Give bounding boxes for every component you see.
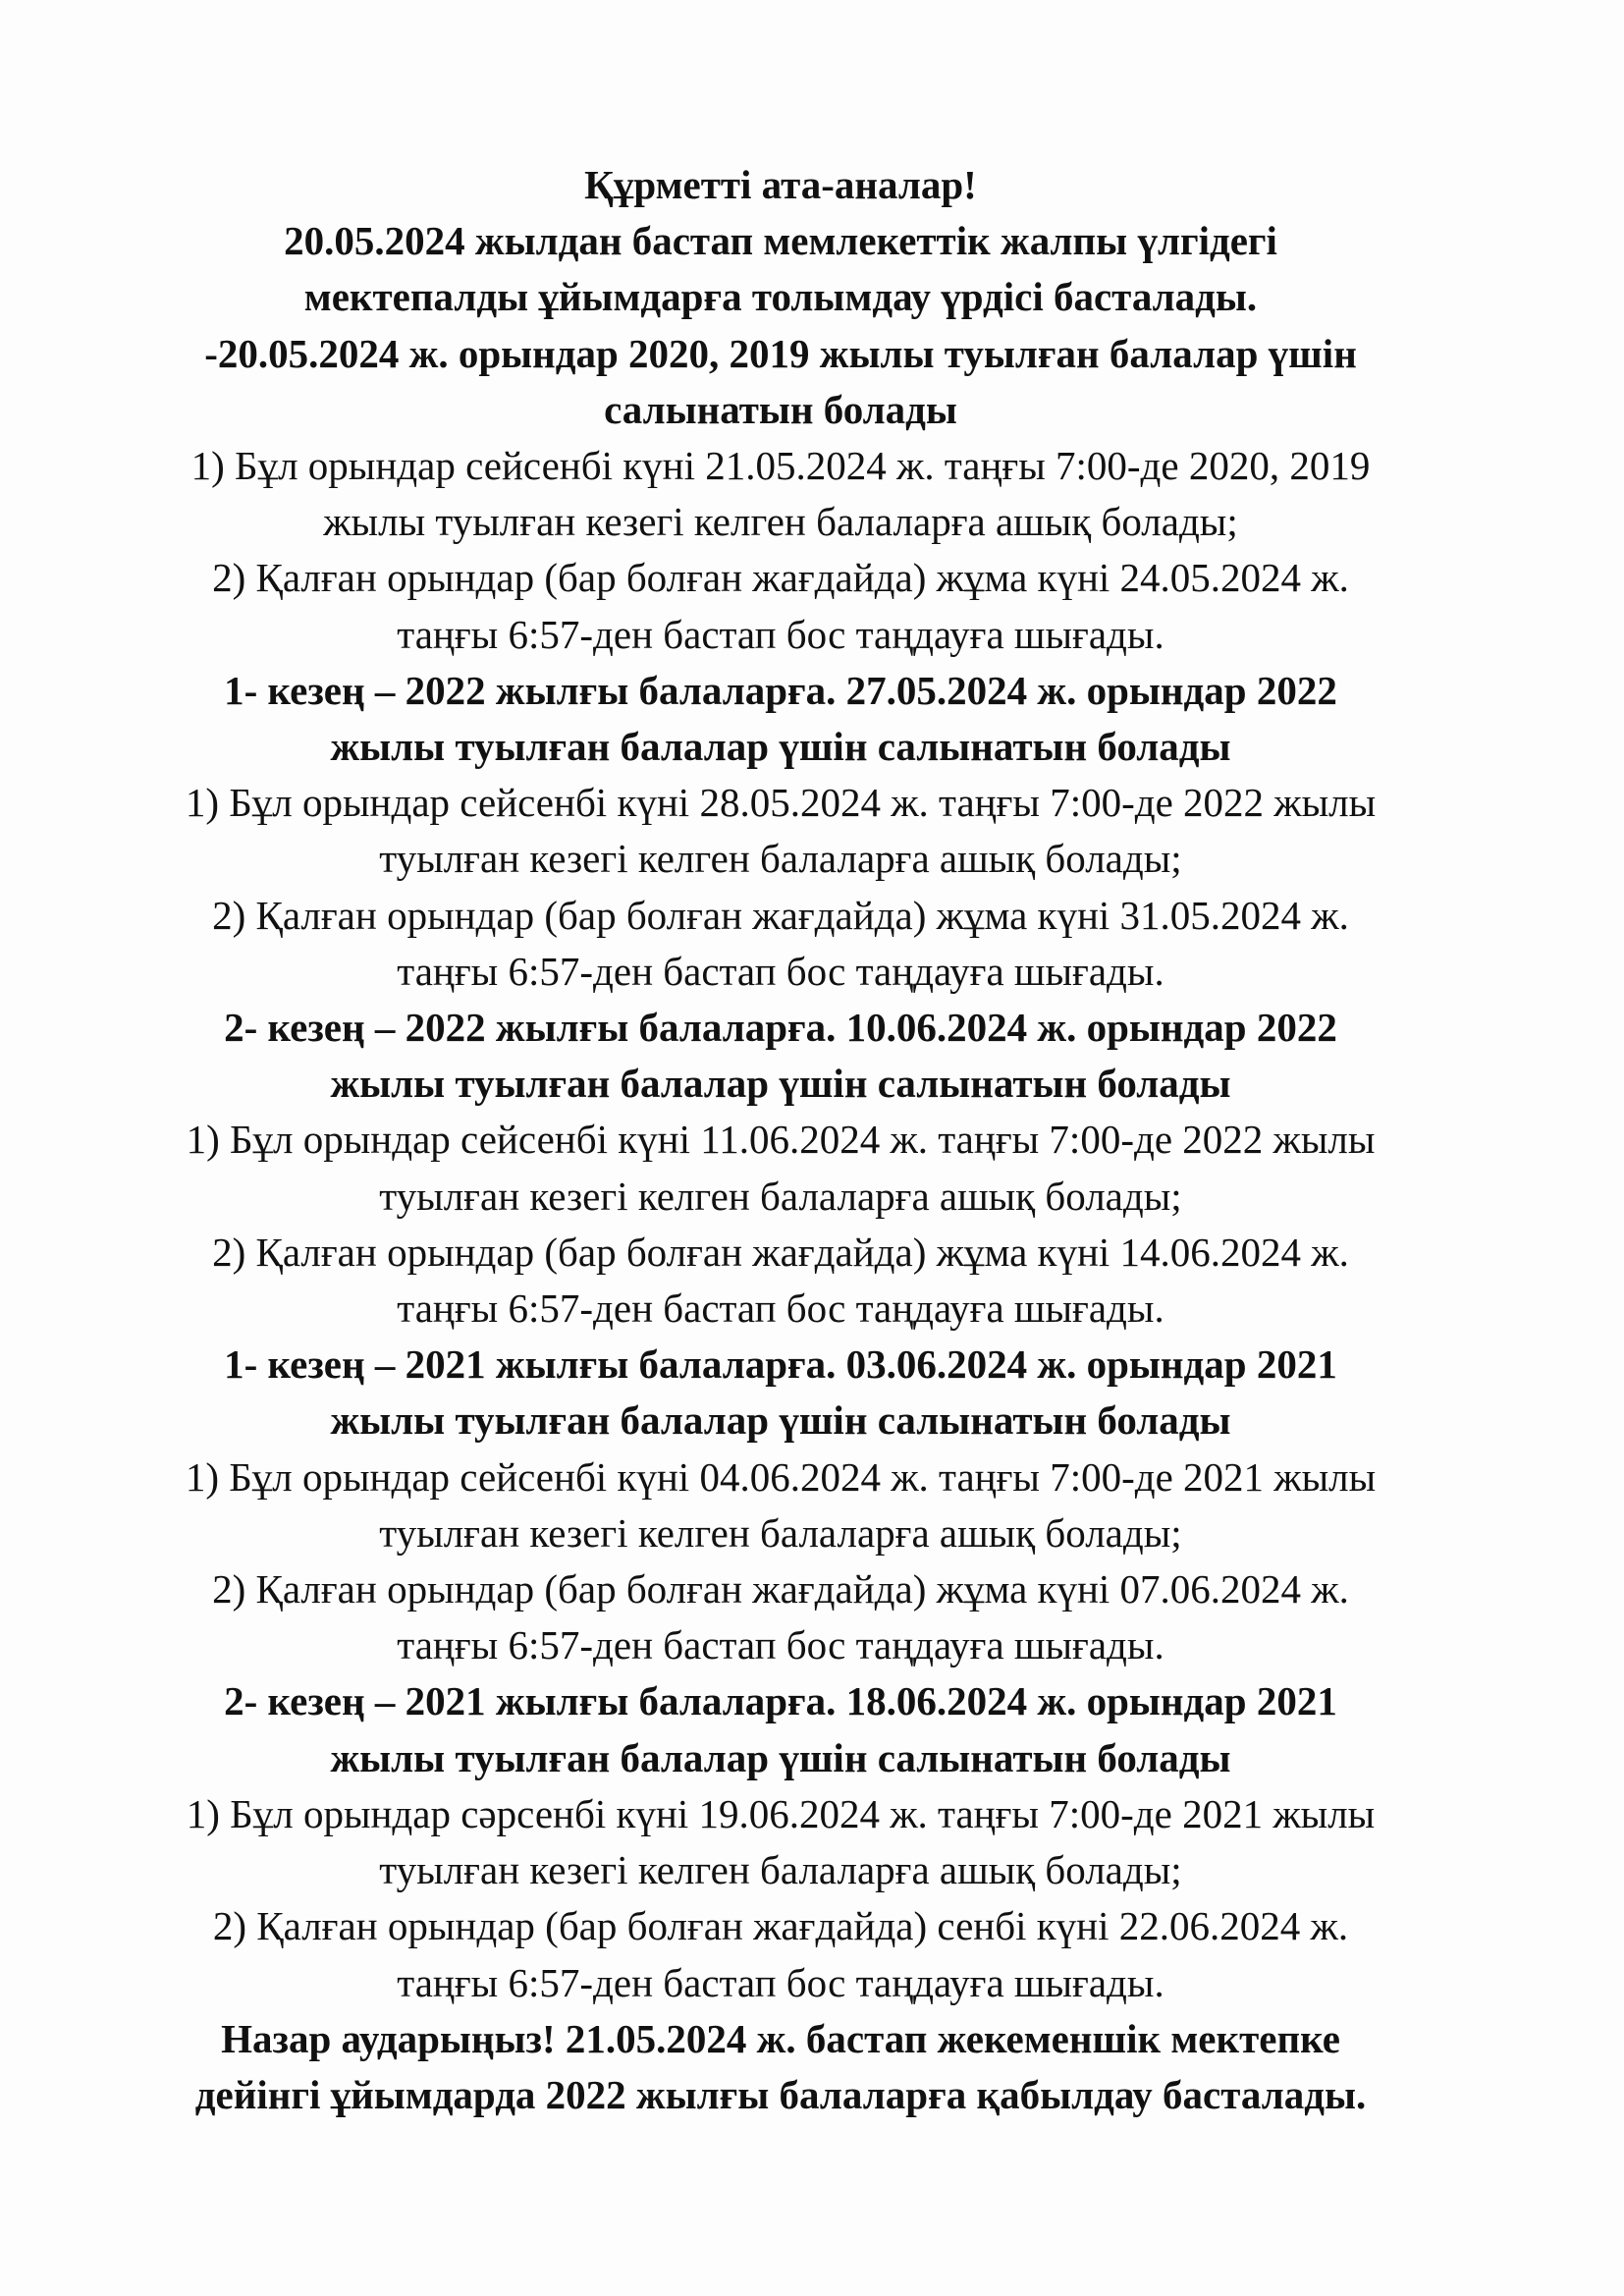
stage-item: туылған кезегі келген балаларға ашық болады; [379, 1509, 1182, 1556]
attention-note: Назар аударыңыз! 21.05.2024 ж. бастап жекеменшік мектепке [221, 2015, 1340, 2061]
stage-heading-2022-second: жылы туылған балалар үшін салынатын болады [330, 1061, 1231, 1107]
stage-item: таңғы 6:57-ден бастап бос таңдауға шығады. [397, 1622, 1164, 1668]
intro-line: мектепалды ұйымдарға толымдау үрдісі басталады. [303, 274, 1258, 320]
stage-item: таңғы 6:57-ден бастап бос таңдауға шығады. [397, 1285, 1164, 1332]
stage-heading-2021-second: 2- кезең – 2021 жылғы балаларға. 18.06.2024 ж. орындар 2021 [224, 1678, 1337, 1724]
stage-item: 2) Қалған орындар (бар болған жағдайда) жұма күні 31.05.2024 ж. [212, 892, 1349, 938]
notice-text [39, 157, 1522, 2123]
stage-heading-2020-2019: салынатын болады [604, 386, 957, 432]
stage-heading-2022-second: 2- кезең – 2022 жылғы балаларға. 10.06.2024 ж. орындар 2022 [224, 1005, 1337, 1051]
stage-item: 1) Бұл орындар сейсенбі күні 04.06.2024 ж. таңғы 7:00-де 2021 жылы [185, 1453, 1377, 1500]
stage-heading-2020-2019: -20.05.2024 ж. орындар 2020, 2019 жылы туылған балалар үшін [204, 330, 1357, 376]
stage-heading-2022-first: жылы туылған балалар үшін салынатын болады [330, 724, 1231, 770]
greeting-heading: Құрметті ата-аналар! [584, 162, 977, 207]
stage-item: туылған кезегі келген балаларға ашық болады; [379, 836, 1182, 882]
stage-item: таңғы 6:57-ден бастап бос таңдауға шығады. [397, 1959, 1164, 2005]
stage-item: жылы туылған кезегі келген балаларға ашық болады; [323, 499, 1238, 545]
stage-item: 2) Қалған орындар (бар болған жағдайда) сенбі күні 22.06.2024 ж. [212, 1903, 1349, 1949]
stage-heading-2021-second: жылы туылған балалар үшін салынатын болады [330, 1734, 1231, 1780]
stage-item: таңғы 6:57-ден бастап бос таңдауға шығады. [397, 948, 1164, 994]
attention-note: дейінгі ұйымдарда 2022 жылғы балаларға қабылдау басталады. [194, 2071, 1367, 2117]
stage-item: 1) Бұл орындар сейсенбі күні 21.05.2024 ж. таңғы 7:00-де 2020, 2019 [190, 443, 1371, 489]
stage-item: туылған кезегі келген балаларға ашық болады; [379, 1847, 1182, 1893]
intro-line: 20.05.2024 жылдан бастап мемлекеттік жалпы үлгідегі [284, 218, 1277, 264]
stage-item: туылған кезегі келген балаларға ашық болады; [379, 1173, 1182, 1219]
stage-item: 2) Қалған орындар (бар болған жағдайда) жұма күні 07.06.2024 ж. [212, 1566, 1349, 1613]
stage-heading-2021-first: 1- кезең – 2021 жылғы балаларға. 03.06.2024 ж. орындар 2021 [224, 1341, 1337, 1388]
stage-item: 2) Қалған орындар (бар болған жағдайда) жұма күні 24.05.2024 ж. [212, 555, 1349, 601]
stage-item: таңғы 6:57-ден бастап бос таңдауға шығады. [397, 611, 1164, 657]
stage-item: 1) Бұл орындар сәрсенбі күні 19.06.2024 ж. таңғы 7:00-де 2021 жылы [186, 1790, 1376, 1836]
stage-heading-2022-first: 1- кезең – 2022 жылғы балаларға. 27.05.2024 ж. орындар 2022 [224, 667, 1337, 713]
stage-item: 2) Қалған орындар (бар болған жағдайда) жұма күні 14.06.2024 ж. [212, 1229, 1349, 1275]
stage-item: 1) Бұл орындар сейсенбі күні 28.05.2024 ж. таңғы 7:00-де 2022 жылы [185, 780, 1377, 826]
stage-heading-2021-first: жылы туылған балалар үшін салынатын болады [330, 1397, 1231, 1444]
stage-item: 1) Бұл орындар сейсенбі күні 11.06.2024 ж. таңғы 7:00-де 2022 жылы [186, 1117, 1376, 1163]
